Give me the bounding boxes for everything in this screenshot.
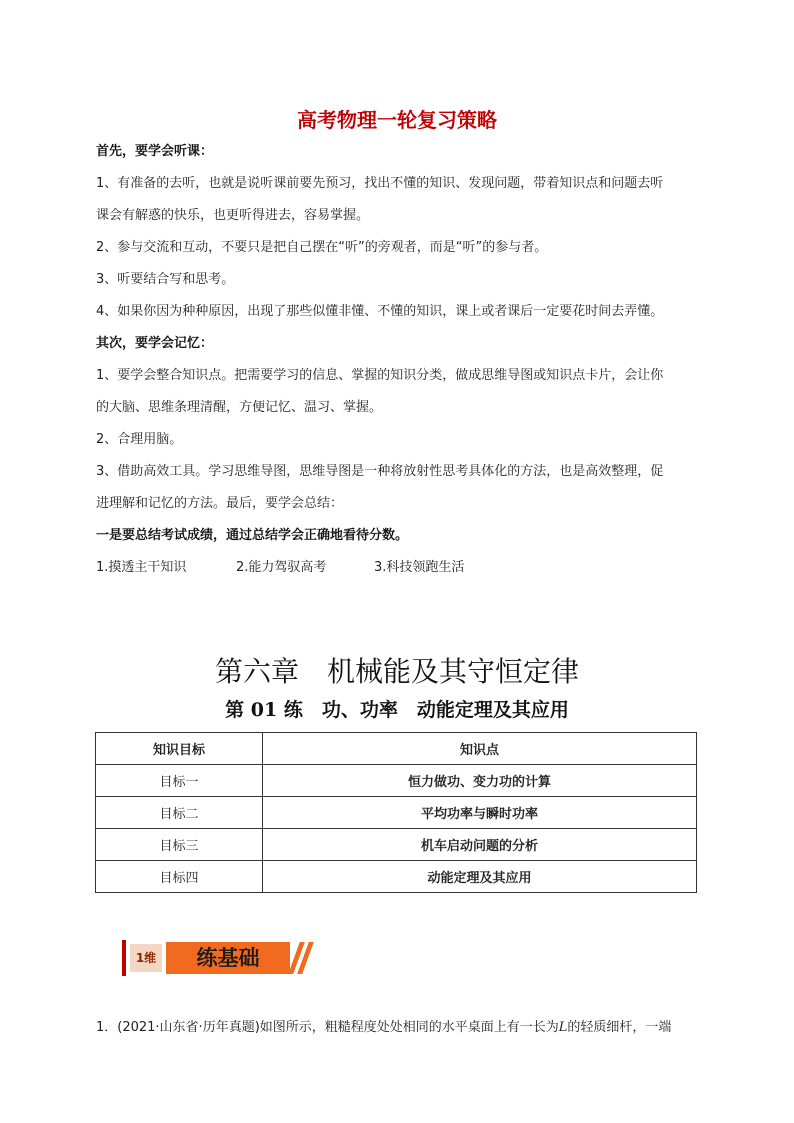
section2-line: 3、借助高效工具。学习思维导图，思维导图是一种将放射性思考具体化的方法，也是高效整理，促: [96, 464, 664, 479]
banner-label: 练基础: [166, 942, 290, 974]
knowledge-table: [95, 732, 697, 893]
question-1-variable: L: [558, 1020, 568, 1035]
section1-line: 课会有解惑的快乐，也更听得进去，容易掌握。: [96, 208, 370, 223]
table-header-cell: 知识目标: [96, 733, 263, 765]
three-item: 3.科技领跑生活: [374, 560, 465, 575]
section1-line: 2、参与交流和互动，不要只是把自己摆在“听”的旁观者，而是“听”的参与者。: [96, 240, 548, 255]
table-cell-goal: 目标一: [96, 765, 263, 797]
table-cell-point: 恒力做功、变力功的计算: [263, 765, 697, 797]
three-items-row: [96, 558, 711, 578]
table-cell-goal: 目标三: [96, 829, 263, 861]
section2-line: 进理解和记忆的方法。最后，要学会总结：: [96, 496, 344, 511]
table-row: [96, 829, 697, 861]
section1-heading: 首先，要学会听课：: [96, 144, 214, 159]
section2-line: 的大脑、思维条理清醒，方便记忆、温习、掌握。: [96, 400, 383, 415]
table-cell-point: 机车启动问题的分析: [263, 829, 697, 861]
section1-line: 4、如果你因为种种原因，出现了那些似懂非懂、不懂的知识，课上或者课后一定要花时间去弄懂。: [96, 304, 664, 319]
table-cell-goal: 目标四: [96, 861, 263, 893]
chapter-title: 第六章 机械能及其守恒定律: [214, 655, 579, 688]
section2-line: 2、合理用脑。: [96, 432, 183, 447]
section2-line: 1、要学会整合知识点。把需要学习的信息、掌握的知识分类，做成思维导图或知识点卡片，会让你: [96, 368, 664, 383]
table-cell-goal: 目标二: [96, 797, 263, 829]
section2-heading: 其次，要学会记忆：: [96, 336, 214, 351]
question-1-suffix: 的轻质细杆，一端: [567, 1020, 672, 1035]
table-row: [96, 765, 697, 797]
summary-line: 一是要总结考试成绩，通过总结学会正确地看待分数。: [96, 528, 409, 543]
question-1: [96, 1018, 711, 1038]
table-cell-point: 动能定理及其应用: [263, 861, 697, 893]
three-item: 2.能力驾驭高考: [236, 560, 327, 575]
table-row: [96, 861, 697, 893]
table-cell-point: 平均功率与瞬时功率: [263, 797, 697, 829]
practice-banner: [122, 940, 312, 976]
question-1-prefix: 1．(2021·山东省·历年真题)如图所示，粗糙程度处处相同的水平桌面上有一长为: [96, 1020, 559, 1035]
table-header-cell: 知识点: [263, 733, 697, 765]
section-title: 第 01 练 功、功率 动能定理及其应用: [225, 699, 569, 721]
banner-accent-bar: [122, 940, 126, 976]
table-row: [96, 797, 697, 829]
three-item: 1.摸透主干知识: [96, 560, 187, 575]
section1-line: 3、听要结合写和思考。: [96, 272, 235, 287]
section1-line: 1、有准备的去听，也就是说听课前要先预习，找出不懂的知识、发现问题，带着知识点和问题去听: [96, 176, 664, 191]
strategy-title: 高考物理一轮复习策略: [297, 108, 497, 132]
table-header-row: [96, 733, 697, 765]
banner-badge: 1维: [130, 944, 162, 972]
